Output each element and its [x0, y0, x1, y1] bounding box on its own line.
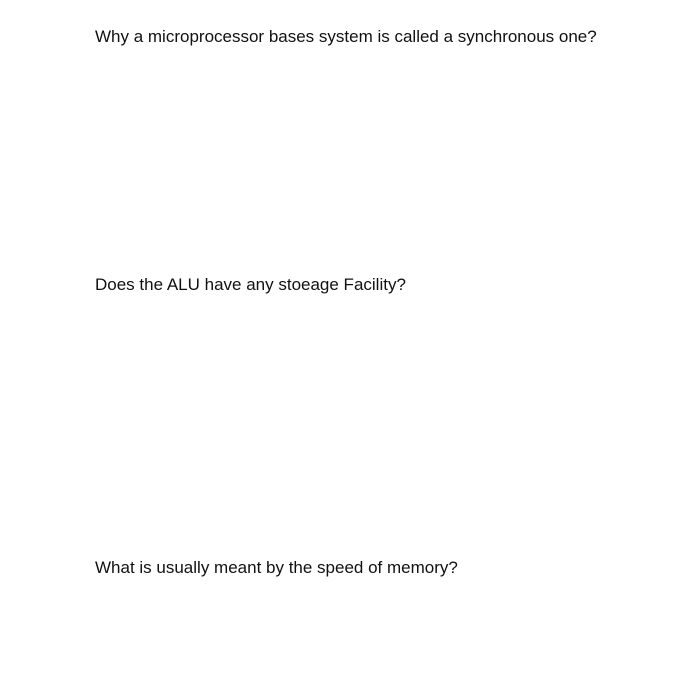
- question-3: What is usually meant by the speed of memory?: [95, 558, 458, 577]
- question-2: Does the ALU have any stoeage Facility?: [95, 275, 406, 294]
- question-1: Why a microprocessor bases system is called a synchronous one?: [95, 27, 597, 46]
